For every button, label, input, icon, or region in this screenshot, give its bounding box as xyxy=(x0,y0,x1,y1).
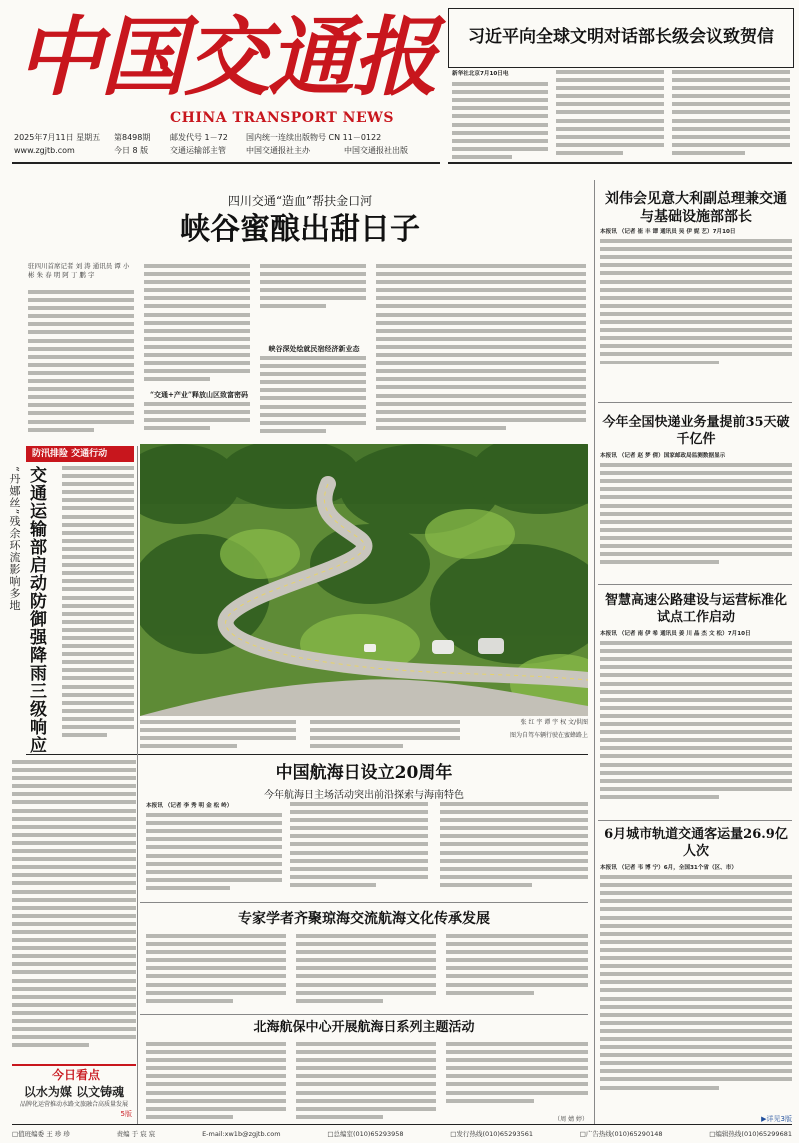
right-headline-2[interactable]: 今年全国快递业务量提前35天破千亿件 xyxy=(602,415,790,447)
photo-caption: 图为自驾车辆行驶在蜜蜂路上 xyxy=(509,732,588,739)
masthead-subtitle: CHINA TRANSPORT NEWS xyxy=(170,110,394,126)
today-box xyxy=(12,1064,136,1126)
feature-kicker: 四川交通“造血”帮扶金口河 xyxy=(227,194,373,208)
maritime-column-3 xyxy=(440,802,588,898)
issue-number: 第8498期 xyxy=(114,133,151,142)
lead-headline-box xyxy=(448,8,794,68)
masthead-logo xyxy=(16,7,436,120)
footer-item: □总编室(010)65293958 xyxy=(327,1130,404,1138)
right-story-3: 本报讯 （记者 南 伊 希 通讯员 姜 川 晶 杰 文 松）7月10日 xyxy=(600,630,792,808)
today-sub: 品牌化运营推动水路文旅融合高质量发展 xyxy=(19,1101,128,1108)
flood-vertical-subhead: “丹娜丝”残余环流影响多地 xyxy=(8,466,21,612)
right-story-1: 本报讯 （记者 崔 丰 谭 通讯员 吴 伊 妮 艺）7月10日 xyxy=(600,228,792,364)
feature-column-3b xyxy=(260,356,366,442)
footer-bar xyxy=(12,1127,792,1141)
right-headline-1[interactable]: 刘伟会见意大利副总理兼交通与基础设施部部长 xyxy=(605,191,787,225)
feature-tail-2 xyxy=(310,720,460,750)
right-headline-4[interactable]: 6月城市轨道交通客运量26.9亿人次 xyxy=(604,827,788,859)
feature-subhead-1: “交通+产业”释放山区致富密码 xyxy=(150,390,248,399)
road-forest-photo xyxy=(140,444,588,716)
masthead-info xyxy=(14,132,438,160)
footer-item: E-mail:xw1b@zgjtb.com xyxy=(202,1130,281,1138)
lead-headline[interactable]: 习近平向全球文明对话部长级会议致贺信 xyxy=(468,27,774,47)
beihai-headline[interactable]: 北海航保中心开展航海日系列主题活动 xyxy=(253,1020,475,1035)
press: 中国交通报社出版 xyxy=(344,146,408,155)
feature-column-2 xyxy=(144,264,250,388)
feature-column-4 xyxy=(376,264,586,442)
maritime-byline: 本报讯 （记者 李 秀 明 金 松 岭） xyxy=(146,803,233,809)
flood-column-2 xyxy=(12,760,136,1062)
website-link[interactable]: www.zgjtb.com xyxy=(14,146,75,155)
today-headline[interactable]: 以水为媒 以文铸魂 xyxy=(23,1085,125,1099)
experts-headline[interactable]: 专家学者齐聚琼海交流航海文化传承发展 xyxy=(238,911,490,927)
feature-byline: 驻四川首席记者 刘 涛 通讯员 谭 小 彬 朱 春 明 阿 丁 鹏 宇 xyxy=(28,262,130,279)
right-headline-3[interactable]: 智慧高速公路建设与运营标准化试点工作启动 xyxy=(604,593,787,625)
issue-date: 2025年7月11日 星期五 xyxy=(14,133,101,142)
feature-photo xyxy=(140,444,588,716)
experts-column-2 xyxy=(296,934,436,1012)
flood-label-bar xyxy=(26,446,134,462)
lead-column-1 xyxy=(452,70,548,162)
beihai-column-3 xyxy=(446,1042,588,1112)
footer-item: □编辑热线(010)65299681 xyxy=(709,1130,792,1138)
flood-column-1 xyxy=(62,466,134,752)
publisher: 中国交通报社主办 xyxy=(246,146,310,155)
feature-column-1 xyxy=(28,290,134,440)
feature-column-2b xyxy=(144,402,250,442)
page-count: 今日 8 版 xyxy=(114,146,149,155)
right-story-2: 本报讯 （记者 赵 梦 倩）国家邮政局监测数据显示 xyxy=(600,452,792,572)
lead-dateline: 新华社北京7月10日电 xyxy=(452,71,509,77)
lead-column-3 xyxy=(672,70,790,162)
beihai-column-1 xyxy=(146,1042,286,1122)
flood-label: 防汛排险 交通行动 xyxy=(32,449,108,459)
experts-column-3 xyxy=(446,934,588,1012)
footer-item: 责编 于 宸 宸 xyxy=(116,1130,156,1138)
see-page-3-link[interactable]: ▶详见3版 xyxy=(761,1115,792,1123)
beihai-column-2 xyxy=(296,1042,436,1122)
feature-headline[interactable]: 峡谷蜜酿出甜日子 xyxy=(180,212,420,247)
maritime-column-2 xyxy=(290,802,428,898)
feature-column-3 xyxy=(260,264,366,322)
cn-code: 国内统一连续出版物号 CN 11－0122 xyxy=(246,133,382,142)
experts-column-1 xyxy=(146,934,286,1012)
footer-item: □广告热线(010)65290148 xyxy=(579,1130,663,1138)
footer-item: □值班编委 王 珍 珍 xyxy=(12,1130,70,1138)
maritime-headline[interactable]: 中国航海日设立20周年 xyxy=(275,763,453,783)
masthead-title: 中国交通报 xyxy=(16,7,436,108)
flood-vertical-headline[interactable]: 交通运输部启动防御强降雨三级响应 xyxy=(26,466,46,754)
lead-column-2 xyxy=(556,70,664,162)
postal-code: 邮发代号 1－72 xyxy=(170,133,228,142)
photo-credit: 张 红 宇 谭 宇 权 文/供图 xyxy=(520,719,588,726)
footer-item: □发行热线(010)65293561 xyxy=(450,1130,534,1138)
today-page[interactable]: 5版 xyxy=(120,1110,132,1118)
feature-tail-1 xyxy=(140,720,296,750)
beihai-signoff: （周 婧 婷） xyxy=(554,1116,588,1123)
feature-subhead-2: 峡谷深处绘就民宿经济新业态 xyxy=(268,344,360,353)
sponsor: 交通运输部主管 xyxy=(170,146,226,155)
maritime-column-1 xyxy=(146,802,282,898)
today-label: 今日看点 xyxy=(52,1068,101,1082)
maritime-subhead: 今年航海日主场活动突出前沿探索与海南特色 xyxy=(264,790,464,801)
right-story-4: 本报讯 （记者 韦 博 宁）6月，全国31个省（区、市） xyxy=(600,864,792,1112)
